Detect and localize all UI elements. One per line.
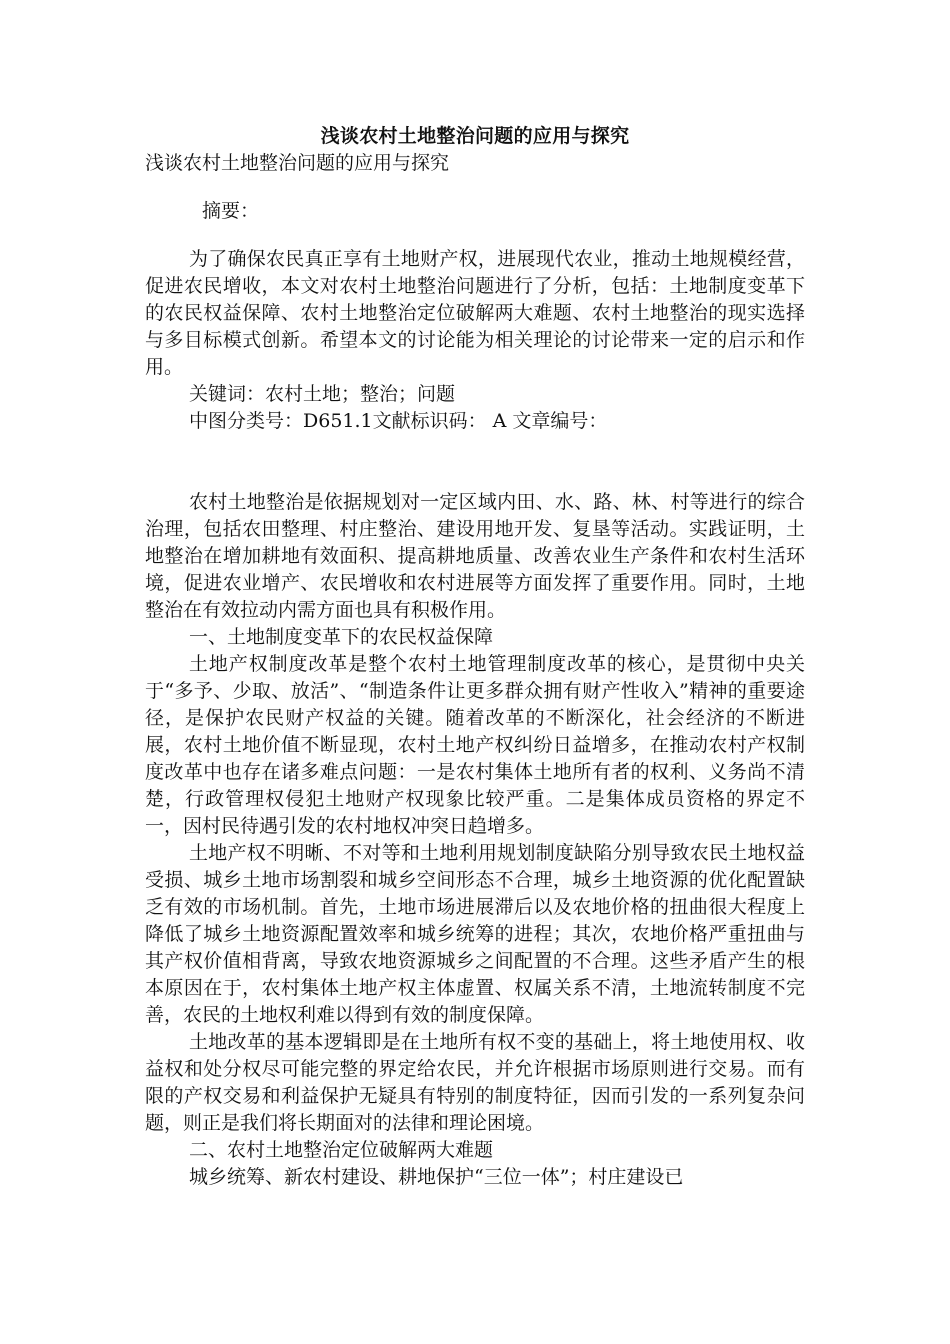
body-paragraph: 土地改革的基本逻辑即是在土地所有权不变的基础上，将土地使用权、收益权和处分权尽可能完整的界定给农民，并允许根据市场原则进行交易。而有限的产权交易和利益保护无疑具有特别的制度特征，因而引发的一系列复杂问题，则正是我们将长期面对的法律和理论困境。	[145, 1031, 805, 1134]
abstract-label: 摘要：	[202, 200, 260, 222]
abstract-text: 为了确保农民真正享有土地财产权，进展现代农业，推动土地规模经营，促进农民增收，本文对农村土地整治问题进行了分析，包括：土地制度变革下的农民权益保障、农村土地整治定位破解两大难题、农村土地整治的现实选择与多目标模式创新。希望本文的讨论能为相关理论的讨论带来一定的启示和作用。	[145, 248, 805, 378]
classification-line: 中图分类号：D651.1文献标识码： A 文章编号：	[189, 410, 608, 432]
document-body	[145, 150, 805, 1191]
keywords-line: 关键词：农村土地；整治；问题	[189, 383, 456, 405]
body-paragraph: 土地产权制度改革是整个农村土地管理制度改革的核心，是贯彻中央关于“多予、少取、放活”、“制造条件让更多群众拥有财产性收入”精神的重要途径，是保护农民财产权益的关键。随着改革的不断深化，社会经济的不断进展，农村土地价值不断显现，农村土地产权纠纷日益增多，在推动农村产权制度改革中也存在诸多难点问题：一是农村集体土地所有者的权利、义务尚不清楚，行政管理权侵犯土地财产权现象比较严重。二是集体成员资格的界定不一，因村民待遇引发的农村地权冲突日趋增多。	[145, 653, 805, 837]
body-paragraph: 农村土地整治是依据规划对一定区域内田、水、路、林、村等进行的综合治理，包括农田整理、村庄整治、建设用地开发、复垦等活动。实践证明，土地整治在增加耕地有效面积、提高耕地质量、改善农业生产条件和农村生活环境，促进农业增产、农民增收和农村进展等方面发挥了重要作用。同时，土地整治在有效拉动内需方面也具有积极作用。	[145, 491, 805, 621]
section-heading-2: 二、农村土地整治定位破解两大难题	[189, 1139, 494, 1161]
body-paragraph: 土地产权不明晰、不对等和土地利用规划制度缺陷分别导致农民土地权益受损、城乡土地市场割裂和城乡空间形态不合理，城乡土地资源的优化配置缺乏有效的市场机制。首先，土地市场进展滞后以及农地价格的扭曲很大程度上降低了城乡土地资源配置效率和城乡统筹的进程；其次，农地价格严重扭曲与其产权价值相背离，导致农地资源城乡之间配置的不合理。这些矛盾产生的根本原因在于，农村集体土地产权主体虚置、权属关系不清，土地流转制度不完善，农民的土地权利难以得到有效的制度保障。	[145, 842, 805, 1026]
document-title: 浅谈农村土地整治问题的应用与探究	[320, 125, 630, 147]
section-heading-1: 一、土地制度变革下的农民权益保障	[189, 626, 494, 648]
document-subtitle: 浅谈农村土地整治问题的应用与探究	[145, 152, 450, 174]
body-paragraph: 城乡统筹、新农村建设、耕地保护“三位一体”；村庄建设已	[189, 1166, 684, 1188]
